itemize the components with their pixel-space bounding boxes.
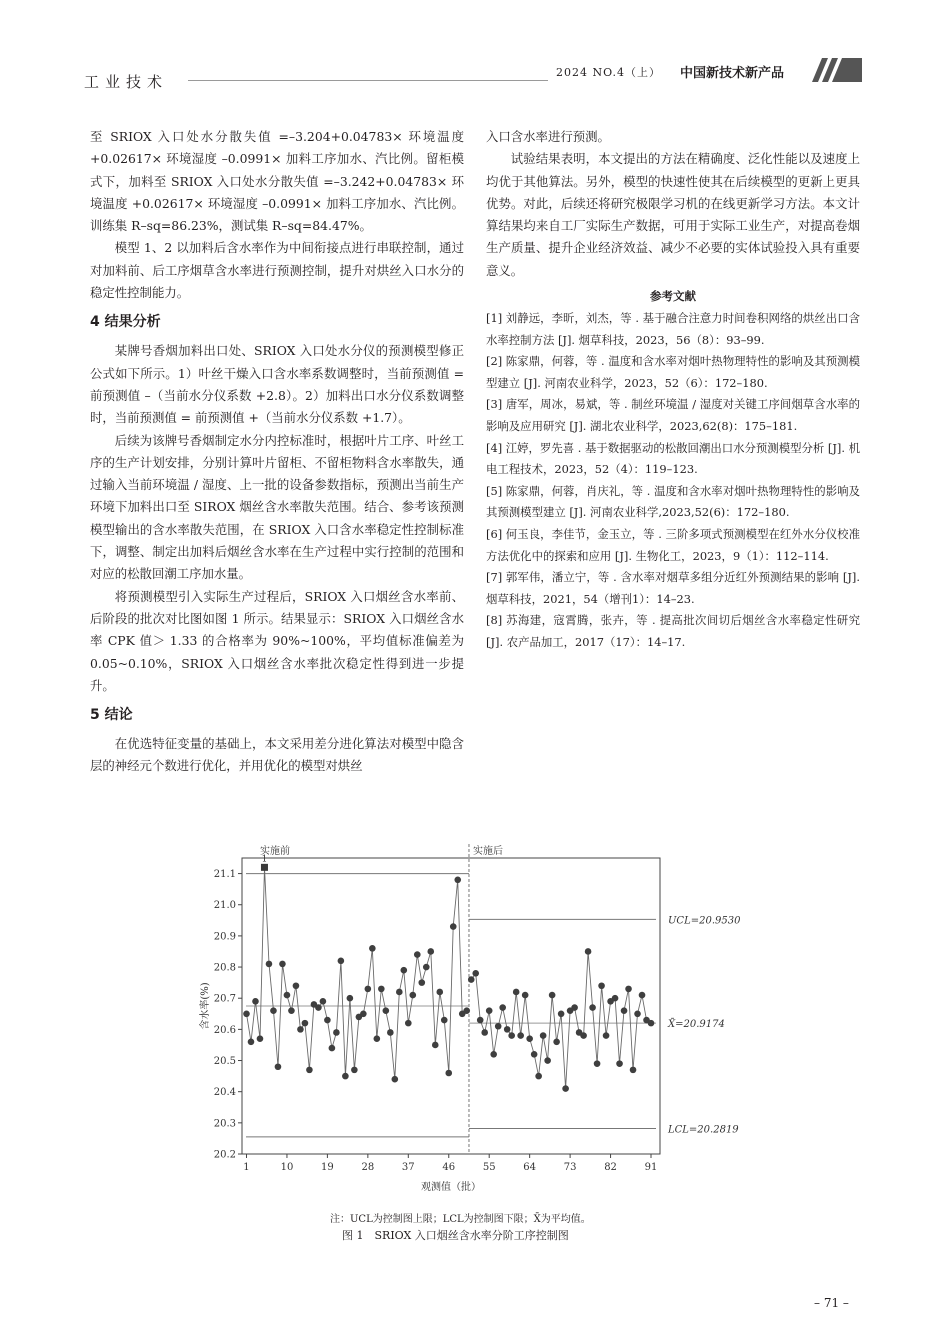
left-column	[90, 126, 464, 778]
mean-label: X̄=20.9174	[668, 1019, 725, 1031]
x-tick-label: 91	[644, 1162, 658, 1173]
y-tick-label: 20.2	[213, 1149, 236, 1161]
data-point	[342, 1073, 349, 1080]
data-point	[454, 877, 461, 884]
phase-label-before: 实施前	[260, 846, 290, 857]
data-point	[333, 1029, 340, 1036]
data-point	[648, 1020, 655, 1027]
x-tick-label: 46	[442, 1162, 456, 1173]
data-point	[481, 1029, 488, 1036]
data-point	[401, 967, 408, 974]
section-heading-conclusion: 5 结论	[90, 707, 133, 724]
data-point	[270, 1007, 277, 1014]
data-point	[423, 964, 430, 971]
data-point	[540, 1032, 547, 1039]
data-point	[427, 948, 434, 955]
x-tick-label: 37	[401, 1162, 415, 1173]
data-point	[490, 1051, 497, 1058]
figure-note: 注：UCL为控制图上限；LCL为控制图下限；X̄为平均值。	[330, 1214, 591, 1225]
data-point	[499, 1004, 506, 1011]
journal-stripes-icon	[812, 58, 862, 82]
data-point	[418, 979, 425, 986]
running-head-section: 工业技术	[84, 73, 169, 91]
data-point	[320, 998, 327, 1005]
data-point	[329, 1045, 336, 1052]
data-point	[463, 1007, 470, 1014]
paragraph: 后续为该牌号香烟制定水分内控标准时，根据叶片工序、叶丝工序的生产计划安排，分别计算叶片留柜、不留柜物料含水率散失，通过输入当前环境温 / 湿度、上一批的设备参数指标，预测出当前生产环境下加料出口至 SIROX 烟丝含水率散失范围。结合、参考该预测模型输出的含水率散失范围，在 SRIOX 入口含水率稳定性控制标准下，调整、制定出加料后烟丝含水率在生产过程中实行控制的范围和对应的松散回潮工序加水量。	[90, 432, 464, 582]
data-point	[387, 1029, 394, 1036]
data-point	[445, 1070, 452, 1077]
y-tick-label: 21.0	[213, 900, 236, 912]
x-tick-label: 64	[523, 1162, 537, 1173]
data-point	[571, 1004, 578, 1011]
paragraph: 在优选特征变量的基础上，本文采用差分进化算法对模型中隐含层的神经元个数进行优化，并用优化的模型对烘丝	[90, 736, 464, 774]
data-point	[495, 1023, 502, 1030]
y-tick-label: 20.3	[213, 1118, 236, 1130]
control-chart-svg	[192, 836, 752, 1200]
data-point	[486, 1007, 493, 1014]
data-point	[630, 1067, 637, 1074]
data-point	[365, 986, 372, 993]
y-tick-label: 20.4	[213, 1087, 236, 1099]
data-point	[351, 1067, 358, 1074]
data-point	[558, 1010, 565, 1017]
data-point	[526, 1035, 533, 1042]
data-point	[405, 1020, 412, 1027]
data-point	[252, 998, 259, 1005]
reference-item: [5] 陈家鼎，何蓉，肖庆礼，等 . 温度和含水率对烟叶热物理特性的影响及其预测模型建立 [J]. 河南农业科学,2023,52(6)：172–180.	[486, 483, 860, 520]
control-chart	[192, 836, 752, 1200]
data-point	[257, 1035, 264, 1042]
x-tick-label: 82	[604, 1162, 617, 1173]
data-point	[612, 995, 619, 1002]
data-point	[243, 1010, 250, 1017]
x-tick-label: 10	[280, 1162, 294, 1173]
data-point	[639, 992, 646, 999]
x-tick-label: 19	[321, 1162, 334, 1173]
data-point	[378, 986, 385, 993]
journal-title: 中国新技术新产品	[680, 66, 785, 81]
data-point	[324, 1017, 331, 1024]
y-tick-label: 20.5	[213, 1056, 236, 1068]
paragraph: 入口含水率进行预测。	[486, 129, 610, 144]
issue-label: 2024 NO.4（上）	[556, 66, 661, 79]
reference-item: [7] 郭军伟，潘立宁，等 . 含水率对烟草多组分近红外预测结果的影响 [J]. 烟草科技，2021，54（增刊1）：14–23.	[486, 570, 860, 606]
paragraph: 某牌号香烟加料出口处、SRIOX 入口处水分仪的预测模型修正公式如下所示。1）叶丝干燥入口含水率系数调整时，当前预测值 = 前预测值 –（当前水分仪系数 +2.8）。2）加料出口水分仪系数调整时，当前预测值 = 前预测值 +（当前水分仪系数 +1.7）。	[90, 343, 464, 426]
paragraph: 至 SRIOX 入口处水分散失值 =–3.204+0.04783× 环境温度 +0.02617× 环境湿度 –0.0991× 加料工序加水、汽比例。留柜模式下，加料至 SRIOX 入口处水分散失值 =–3.242+0.04783× 环境温度 +0.02617× 环境湿度 –0.0991× 加料工序加水、汽比例。训练集 R–sq=86.23%，测试集 R–sq=84.47%。	[90, 129, 464, 234]
reference-item: [8] 苏海建，寇霄腾，张卉，等 . 提高批次间切后烟丝含水率稳定性研究 [J]. 农产品加工，2017（17）：14–17.	[486, 613, 860, 649]
x-tick-label: 1	[243, 1162, 250, 1173]
data-point	[360, 1010, 367, 1017]
data-point	[266, 961, 273, 968]
data-point	[553, 1039, 560, 1046]
data-point	[585, 948, 592, 955]
data-point	[306, 1067, 313, 1074]
data-point	[508, 1032, 515, 1039]
data-point	[297, 1026, 304, 1033]
data-point	[517, 1032, 524, 1039]
data-point	[284, 992, 291, 999]
paragraph: 将预测模型引入实际生产过程后，SRIOX 入口烟丝含水率前、后阶段的批次对比图如图 1 所示。结果显示：SRIOX 入口烟丝含水率 CPK 值＞ 1.33 的合格率为 90%~100%，平均值标准偏差为 0.05~0.10%，SRIOX 入口烟丝含水率批次稳定性得到进一步提升。	[90, 588, 464, 693]
reference-item: [4] 江婷，罗先喜 . 基于数据驱动的松散回潮出口水分预测模型分析 [J]. 机电工程技术，2023，52（4）：119–123.	[486, 440, 860, 477]
data-point	[293, 982, 300, 989]
section-heading-results: 4 结果分析	[90, 314, 161, 331]
data-point-outlier	[261, 864, 268, 871]
reference-item: [2] 陈家鼎，何蓉，等 . 温度和含水率对烟叶热物理特性的影响及其预测模型建立 [J]. 河南农业科学，2023，52（6）：172–180.	[486, 354, 860, 390]
phase-label-after: 实施后	[472, 846, 503, 857]
data-point	[531, 1051, 538, 1058]
data-point	[504, 1026, 511, 1033]
paragraph: 试验结果表明，本文提出的方法在精确度、泛化性能以及速度上均优于其他算法。另外，模型的快速性使其在后续模型的更新上更具优势。对此，后续还将研究极限学习机的在线更新学习方法。本文计算结果均来自工厂实际生产数据，可用于实际工业生产，对提高卷烟生产质量、提升企业经济效益、减少不必要的实体试验投入具有重要意义。	[486, 151, 860, 278]
data-point	[288, 1007, 295, 1014]
y-tick-label: 21.1	[213, 869, 236, 881]
data-point	[248, 1039, 255, 1046]
x-tick-label: 55	[482, 1162, 496, 1173]
data-point	[535, 1073, 542, 1080]
data-point	[522, 992, 529, 999]
data-point	[279, 961, 286, 968]
data-point	[414, 951, 421, 958]
references-title: 参考文献	[650, 289, 696, 304]
data-point	[441, 1017, 448, 1024]
outlier-flag-label: 1	[261, 854, 268, 865]
data-point	[598, 982, 605, 989]
data-point	[409, 992, 416, 999]
data-point	[468, 976, 475, 983]
data-point	[432, 1042, 439, 1049]
figure-caption: 图 1 SRIOX 入口烟丝含水率分阶工序控制图	[342, 1229, 569, 1242]
series-line-after	[471, 952, 651, 1089]
ucl-label: UCL=20.9530	[668, 915, 741, 927]
data-point	[549, 992, 556, 999]
data-point	[347, 995, 354, 1002]
data-point	[616, 1060, 623, 1067]
x-tick-label: 28	[361, 1162, 375, 1173]
data-point	[562, 1085, 569, 1092]
data-point	[513, 989, 520, 996]
data-point	[374, 1035, 381, 1042]
data-point	[275, 1063, 282, 1070]
data-point	[589, 1004, 596, 1011]
data-point	[634, 1010, 641, 1017]
data-point	[369, 945, 376, 952]
x-axis-label: 观测值（批）	[421, 1182, 481, 1193]
data-point	[450, 923, 457, 930]
data-point	[594, 1060, 601, 1067]
data-point	[436, 989, 443, 996]
reference-item: [1] 刘静远，李昕，刘杰，等 . 基于融合注意力时间卷积网络的烘丝出口含水率控制方法 [J]. 烟草科技，2023，56（8）：93–99.	[486, 311, 860, 347]
header-rule	[188, 80, 548, 81]
y-tick-label: 20.8	[213, 962, 236, 974]
data-point	[392, 1076, 399, 1083]
data-point	[383, 1007, 390, 1014]
lcl-label: LCL=20.2819	[668, 1124, 739, 1136]
y-tick-label: 20.9	[213, 931, 236, 943]
data-point	[621, 1007, 628, 1014]
page-number: – 71 –	[814, 1296, 849, 1310]
data-point	[315, 1004, 322, 1011]
reference-item: [6] 何玉良，李佳节，金玉立，等 . 三阶多项式预测模型在红外水分仪校准方法优化中的探索和应用 [J]. 生物化工，2023，9（1）：112–114.	[486, 527, 860, 563]
data-point	[603, 1032, 610, 1039]
data-point	[580, 1032, 587, 1039]
paragraph: 模型 1、2 以加料后含水率作为中间衔接点进行串联控制，通过对加料前、后工序烟草含水率进行预测控制，提升对烘丝入口水分的稳定性控制能力。	[90, 240, 464, 301]
reference-item: [3] 唐军，周冰，易斌，等 . 制丝环境温 / 湿度对关键工序间烟草含水率的影响及应用研究 [J]. 湖北农业科学，2023,62(8)：175–181.	[486, 397, 860, 434]
data-point	[302, 1020, 309, 1027]
data-point	[625, 986, 632, 993]
y-axis-label: 含水率(%)	[200, 982, 211, 1030]
data-point	[396, 989, 403, 996]
data-point	[472, 970, 479, 977]
y-tick-label: 20.6	[213, 1024, 236, 1036]
right-column	[486, 126, 860, 654]
x-tick-label: 73	[563, 1162, 577, 1173]
y-tick-label: 20.7	[213, 993, 236, 1005]
data-point	[338, 958, 345, 965]
data-point	[477, 1017, 484, 1024]
data-point	[544, 1057, 551, 1064]
